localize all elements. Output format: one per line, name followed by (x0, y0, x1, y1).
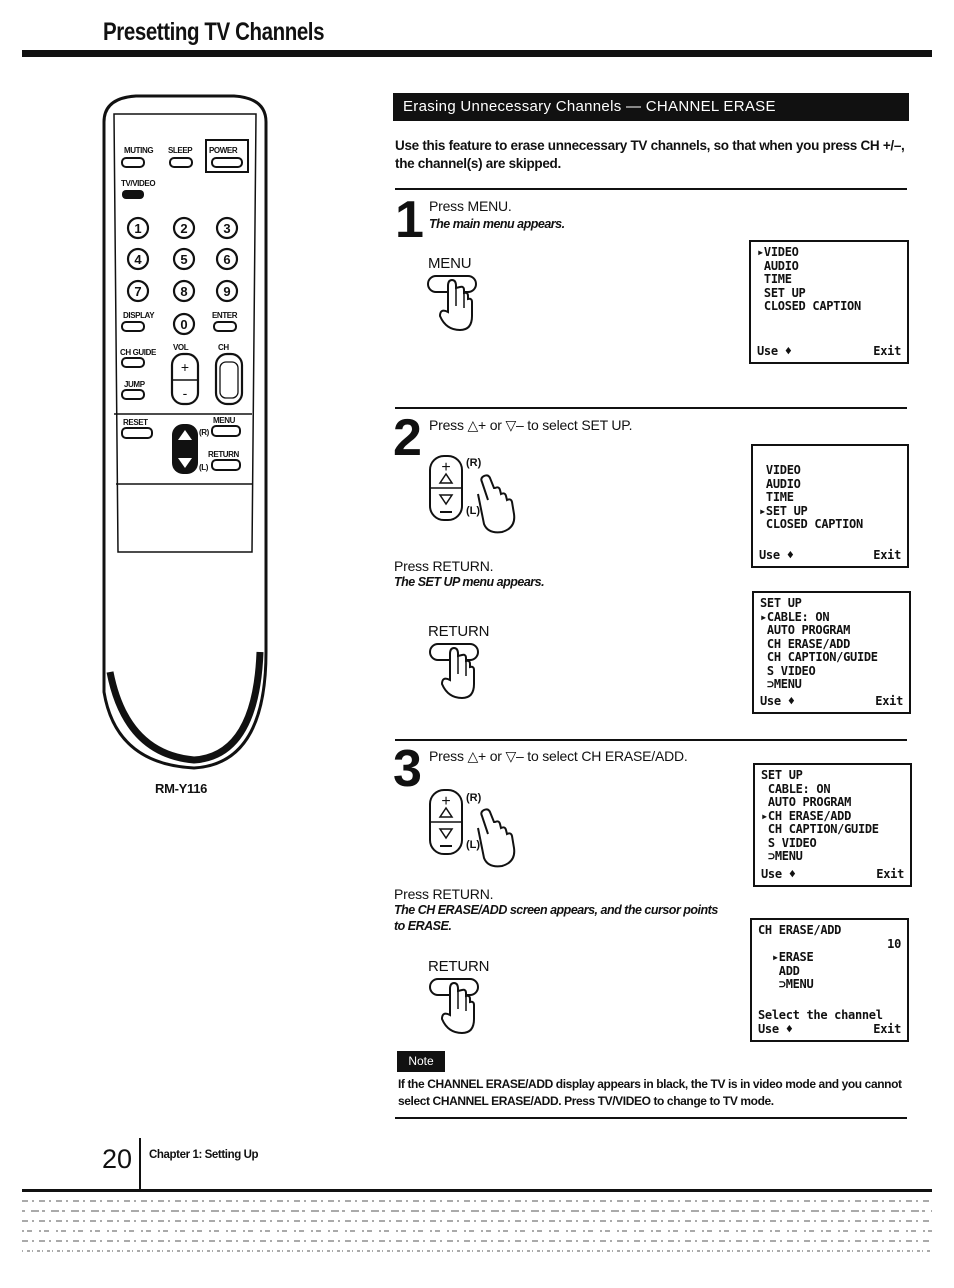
remote-label-enter: ENTER (212, 311, 238, 320)
digit-4: 4 (134, 252, 142, 267)
remote-label-vol: VOL (173, 343, 189, 352)
hand-press-return-icon (428, 640, 484, 702)
step-3-return-text: Press RETURN. (394, 886, 494, 902)
digit-7: 7 (134, 284, 142, 299)
remote-label-tv-video: TV/VIDEO (121, 179, 156, 188)
divider (395, 1117, 907, 1119)
remote-label-ch-guide: CH GUIDE (120, 348, 156, 357)
step-1-text: Press MENU. (429, 198, 512, 214)
chapter-label: Chapter 1: Setting Up (149, 1149, 259, 1161)
osd-main-menu-video: ▸VIDEO AUDIO TIME SET UP CLOSED CAPTION Use ♦ Exit (749, 240, 909, 364)
remote-model-caption: RM-Y116 (155, 781, 208, 796)
header-rule (22, 50, 932, 57)
remote-label-display: DISPLAY (123, 311, 155, 320)
osd-setup-menu-cable: SET UP ▸CABLE: ON AUTO PROGRAM CH ERASE/ADD CH CAPTION/GUIDE S VIDEO ⊃MENU Use ♦ Exit (752, 591, 911, 714)
svg-text:+: + (180, 359, 190, 375)
remote-label-menu: MENU (213, 416, 235, 425)
remote-label-muting: MUTING (124, 146, 154, 155)
remote-label-return: RETURN (208, 450, 239, 459)
digit-5: 5 (180, 252, 188, 267)
osd-ch-erase-add: CH ERASE/ADD 10 ▸ERASE ADD ⊃MENU Select the channel Use ♦ Exit (750, 918, 909, 1042)
remote-label-ch: CH (218, 343, 229, 352)
digit-1: 1 (134, 221, 142, 236)
page-title: Presetting TV Channels (103, 18, 325, 46)
remote-label-r: (R) (199, 428, 209, 437)
osd-setup-menu-ch-erase: SET UP CABLE: ON AUTO PROGRAM ▸CH ERASE/ADD CH CAPTION/GUIDE S VIDEO ⊃MENU Use ♦ Exit (753, 763, 912, 887)
step-1-sub: The main menu appears. (429, 217, 565, 231)
footer-rule (22, 1189, 932, 1192)
digit-6: 6 (223, 252, 231, 267)
hand-press-menu-icon (426, 272, 482, 334)
step-3-l-label: (L) (466, 839, 481, 851)
step-2-r-label: (R) (466, 457, 482, 469)
step-2-l-label: (L) (466, 505, 481, 517)
digit-2: 2 (180, 221, 188, 236)
step-2-return-sub: The SET UP menu appears. (394, 575, 545, 589)
remote-label-power: POWER (209, 146, 238, 155)
step-3-r-label: (R) (466, 792, 482, 804)
footer-separator (139, 1138, 141, 1190)
step-1-number: 1 (395, 191, 424, 249)
remote-control-illustration (96, 92, 274, 782)
svg-text:+: + (441, 793, 451, 810)
digit-8: 8 (180, 284, 188, 299)
hand-press-return-icon (428, 975, 484, 1037)
remote-label-jump: JUMP (124, 380, 145, 389)
step-2-return-text: Press RETURN. (394, 558, 494, 574)
step-3-text: Press △+ or ▽– to select CH ERASE/ADD. (429, 748, 688, 764)
remote-label-l: (L) (199, 463, 209, 472)
svg-text:-: - (182, 385, 188, 401)
note-badge: Note (397, 1051, 445, 1072)
page-number: 20 (102, 1144, 133, 1174)
section-title-bar: Erasing Unnecessary Channels — CHANNEL ERASE (393, 93, 909, 121)
divider (395, 739, 907, 741)
note-text: If the CHANNEL ERASE/ADD display appears in black, the TV is in video mode and you cannot select CHANNEL ERASE/ADD. Press TV/VIDEO to change to TV mode. (398, 1077, 902, 1108)
step-2-number: 2 (393, 409, 422, 467)
svg-text:+: + (441, 459, 451, 476)
section-intro: Use this feature to erase unnecessary TV channels, so that when you press CH +/–, the channel(s) are skipped. (395, 138, 905, 171)
osd-main-menu-setup: VIDEO AUDIO TIME ▸SET UP CLOSED CAPTION Use ♦ Exit (751, 444, 909, 568)
remote-label-sleep: SLEEP (168, 146, 193, 155)
digit-3: 3 (223, 221, 231, 236)
divider (395, 407, 907, 409)
return-button-label: RETURN (428, 623, 490, 640)
digit-0: 0 (180, 317, 188, 332)
bleed-through-noise (22, 1195, 932, 1265)
remote-label-reset: RESET (123, 418, 148, 427)
menu-button-label: MENU (428, 255, 472, 272)
divider (395, 188, 907, 190)
return-button-label: RETURN (428, 958, 490, 975)
step-3-number: 3 (393, 740, 422, 798)
step-3-return-sub: The CH ERASE/ADD screen appears, and the cursor points to ERASE. (394, 903, 718, 933)
step-2-text: Press △+ or ▽– to select SET UP. (429, 417, 633, 433)
digit-9: 9 (223, 284, 231, 299)
